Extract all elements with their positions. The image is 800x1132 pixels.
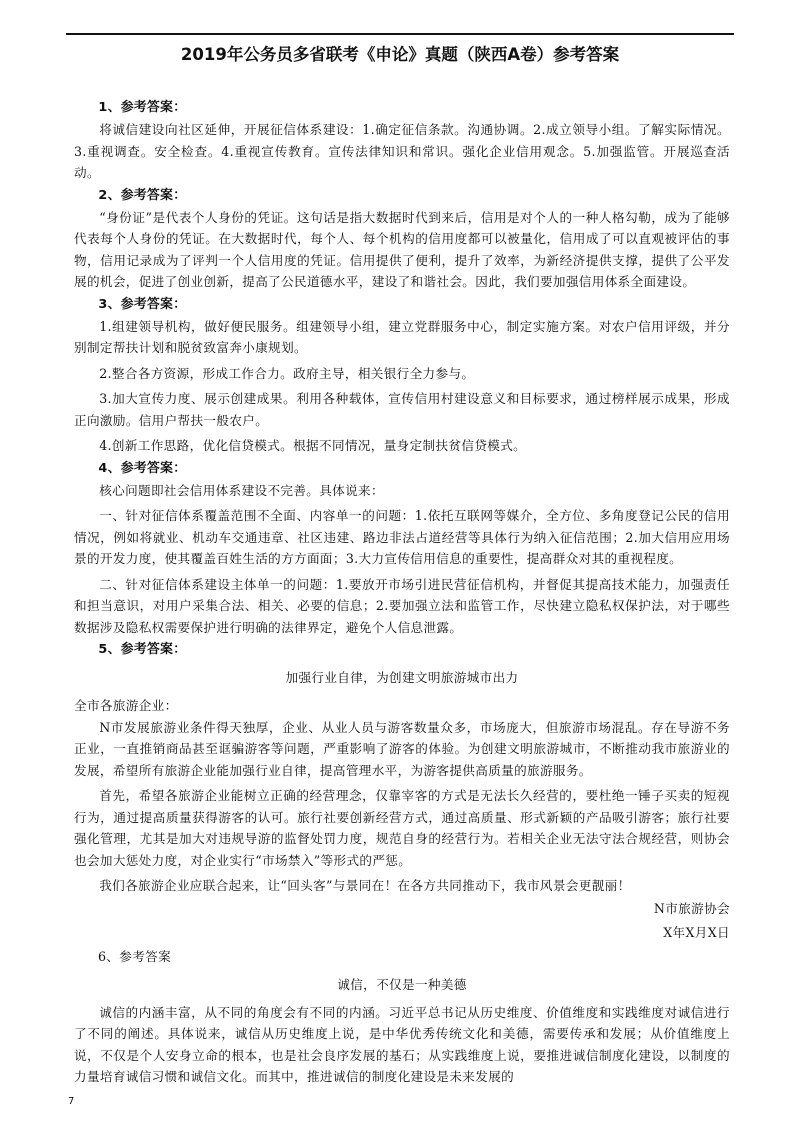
section-1-heading: 1、参考答案： [98,100,187,115]
section-3-paragraph-4: 4.创新工作思路，优化信贷模式。根据不同情况，量身定制扶贫信贷模式。 [99,438,527,453]
page-title: 2019年公务员多省联考《申论》真题（陕西A卷）参考答案 [180,45,620,64]
section-5-signature: N市旅游协会 [653,900,730,916]
section-5-essay-title: 加强行业自律，为创建文明旅游城市出力 [285,670,519,685]
section-1-paragraph: 将诚信建设向社区延伸，开展征信体系建设：1.确定征信条款。沟通协调。2.成立领导小组。了解实际情况。3.重视调查。安全检查。4.重视宣传教育。宣传法律知识和常识。强化企业信用观念。5.加强监管。开展巡查活动。 [74,122,730,180]
section-3-heading: 3、参考答案： [98,296,187,312]
section-4-paragraph-1: 核心问题即社会信用体系建设不完善。具体说来： [99,482,384,498]
section-3-paragraph-3: 3.加大宣传力度、展示创建成果。利用各种载体，宣传信用村建设意义和目标要求，通过榜样展示成果，形成正向激励。信用户帮扶一般农户。 [74,391,730,428]
section-4-paragraph-3: 二、针对征信体系建设主体单一的问题：1.要放开市场引进民营征信机构，并督促其提高技术能力，加强责任和担当意识，对用户采集合法、相关、必要的信息；2.要加强立法和监管工作，尽快建立隐私权保护法，对于哪些数据涉及隐私权需要保护进行明确的法律界定，避免个人信息泄露。 [74,576,730,635]
header-rule [66,33,734,35]
section-4-heading: 4、参考答案： [98,460,187,476]
section-3-paragraph-1: 1.组建领导机构，做好便民服务。组建领导小组，建立党群服务中心，制定实施方案。对农户信用评级，并分别制定帮扶计划和脱贫致富奔小康规划。 [74,318,730,355]
section-4-paragraph-2: 一、针对征信体系覆盖范围不全面、内容单一的问题：1.依托互联网等媒介，全方位、多角度登记公民的信用情况，例如将就业、机动车交通违章、社区违建、路边非法占道经营等具体行为纳入征信范围；2.加大信用应用场景的开发力度，使其覆盖百姓生活的方方面面；3.大力宣传信用信息的重要性，提高群众对其的重视程度。 [74,508,730,566]
section-5-date: X年X月X日 [663,924,730,940]
section-5-paragraph-2: 首先，希望各旅游企业能树立正确的经营理念，仅靠宰客的方式是无法长久经营的，要杜绝一锤子买卖的短视行为，通过提高质量获得游客的认可。旅行社要创新经营方式，通过高质量、形式新颖的产品吸引游客；旅行社要强化管理，尤其是加大对违规导游的监督处罚力度，规范自身的经营行为。若相关企业无法守法合规经营，则协会也会加大惩处力度，对企业实行“市场禁入”等形式的严惩。 [74,788,730,868]
section-2-heading: 2、参考答案： [98,187,187,203]
section-6-essay-title: 诚信，不仅是一种美德 [337,976,467,992]
section-3-paragraph-2: 2.整合各方资源，形成工作合力。政府主导，相关银行全力参与。 [99,365,475,381]
section-6-paragraph-1: 诚信的内涵丰富，从不同的角度会有不同的内涵。习近平总书记从历史维度、价值维度和实践维度对诚信进行了不同的阐述。具体说来，诚信从历史维度上说，是中华优秀传统文化和美德，需要传承和发展；从价值维度上说，不仅是个人安身立命的根本，也是社会良序发展的基石；从实践维度上说，要推进诚信制度化建设，以制度的力量培育诚信习惯和诚信文化。而其中，推进诚信的制度化建设是未来发展的 [74,1004,730,1084]
section-6-heading: 6、参考答案 [97,948,172,964]
document-body [74,96,730,1088]
section-2-paragraph: “身份证”是代表个人身份的凭证。这句话是指大数据时代到来后，信用是对个人的一种人格勾勒，成为了能够代表每个人身份的凭证。在大数据时代，每个人、每个机构的信用度都可以被量化，信用成了可以直观被评估的事物，信用记录成为了评判一个人信用度的凭证。信用提供了便利，提升了效率，为新经济提供支撑，提供了公平发展的机会，促进了创业创新，提高了公民道德水平，建设了和谐社会。因此，我们要加强信用体系全面建设。 [74,209,730,289]
page-number: 7 [68,1096,75,1107]
section-5-salutation: 全市各旅游企业： [74,698,178,713]
section-5-paragraph-1: N市发展旅游业条件得天独厚，企业、从业人员与游客数量众多，市场庞大，但旅游市场混乱。存在导游不务正业，一直推销商品甚至诓骗游客等问题，严重影响了游客的体验。为创建文明旅游城市，不断推动我市旅游业的发展，希望所有旅游企业能加强行业自律，提高管理水平，为游客提供高质量的旅游服务。 [74,719,730,778]
section-5-paragraph-3: 我们各旅游企业应联合起来，让“回头客”与景同在！在各方共同推动下，我市风景会更靓丽！ [99,878,631,893]
section-5-heading: 5、参考答案： [98,642,187,657]
